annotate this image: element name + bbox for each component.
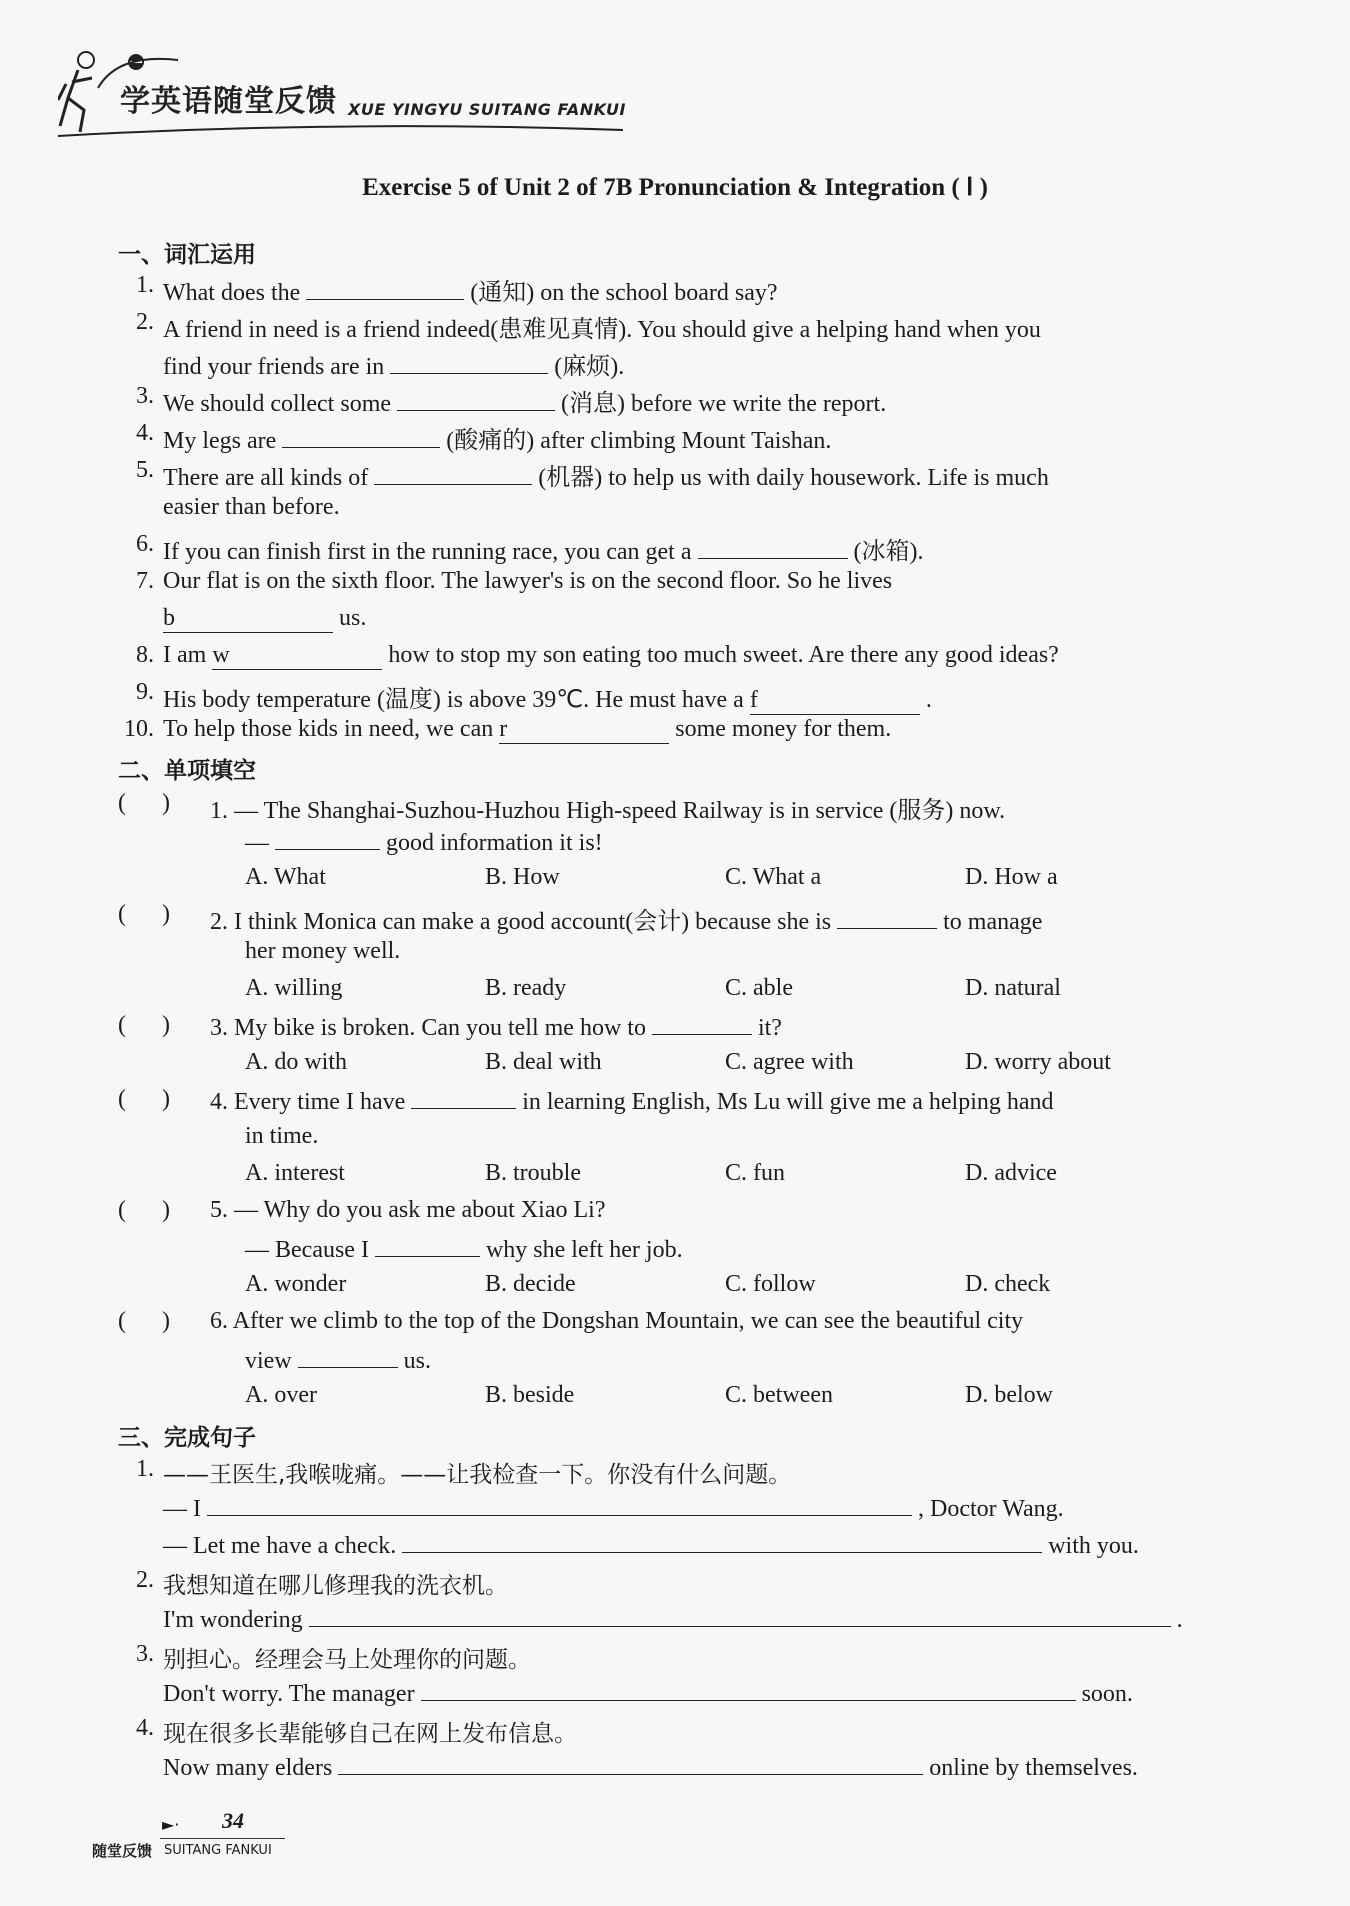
first-letter-hint: w (212, 642, 230, 668)
item-text: A friend in need is a friend indeed(患难见真情). You should give a helping hand when you (163, 317, 1041, 343)
item-number: 4. (210, 1089, 228, 1115)
answer-blank[interactable] (309, 1604, 1171, 1627)
item-number: 5. (136, 457, 154, 483)
item-text: how to stop my son eating too much sweet. Are there any good ideas? (388, 642, 1059, 668)
brand-english: XUE YINGYU SUITANG FANKUI (348, 100, 626, 119)
answer-blank[interactable] (275, 827, 380, 850)
option-d[interactable]: D. advice (965, 1160, 1057, 1186)
mc-question-4-line2: in time. (245, 1123, 319, 1149)
sentence-1-line1 (163, 1493, 1064, 1523)
vocab-item-2-cont (163, 346, 624, 381)
mc-question-2 (210, 901, 1042, 936)
item-text: (通知) on the school board say? (470, 280, 778, 306)
item-number: 2. (136, 309, 154, 335)
mc-question-3 (210, 1012, 782, 1042)
question-text: — (245, 830, 269, 856)
question-text: good information it is! (386, 830, 603, 856)
option-b[interactable]: B. How (485, 864, 560, 890)
item-number: 6. (136, 531, 154, 557)
answer-blank[interactable] (306, 277, 464, 300)
option-a[interactable]: A. willing (245, 975, 343, 1001)
vocab-item-5 (163, 457, 1049, 492)
answer-blank[interactable] (163, 605, 333, 633)
vocab-item-4 (163, 420, 831, 455)
item-text: (冰箱). (853, 539, 924, 565)
mc-question-5-line2 (245, 1234, 683, 1264)
vocab-item-2 (163, 309, 1041, 344)
option-a[interactable]: A. over (245, 1382, 317, 1408)
answer-blank[interactable] (338, 1752, 923, 1775)
section-3-heading: 三、完成句子 (118, 1425, 256, 1451)
option-b[interactable]: B. beside (485, 1382, 575, 1408)
mc-question-1 (210, 790, 1005, 825)
answer-blank[interactable] (750, 687, 920, 715)
option-d[interactable]: D. below (965, 1382, 1053, 1408)
answer-blank[interactable] (212, 642, 382, 670)
item-text: (机器) to help us with daily housework. Life is much (538, 465, 1049, 491)
sentence-text: — Let me have a check. (163, 1533, 397, 1559)
answer-bracket[interactable]: ( ) (118, 901, 170, 927)
item-text: (消息) before we write the report. (561, 391, 887, 417)
option-c[interactable]: C. agree with (725, 1049, 854, 1075)
answer-blank[interactable] (421, 1678, 1076, 1701)
sentence-text: Don't worry. The manager (163, 1681, 415, 1707)
option-d[interactable]: D. check (965, 1271, 1051, 1297)
item-text: If you can finish first in the running race, you can get a (163, 539, 692, 565)
answer-blank[interactable] (652, 1012, 752, 1035)
question-text: us. (403, 1348, 431, 1374)
item-number: 2. (210, 909, 228, 935)
vocab-item-7-cont (163, 605, 366, 633)
item-text: (麻烦). (554, 354, 625, 380)
sentence-4-line1 (163, 1752, 1138, 1782)
answer-blank[interactable] (374, 462, 532, 485)
vocab-item-6 (163, 531, 923, 566)
sentence-2-chinese: 我想知道在哪儿修理我的洗衣机。 (163, 1573, 508, 1599)
answer-blank[interactable] (375, 1234, 480, 1257)
section-1-heading: 一、词汇运用 (118, 242, 256, 268)
vocab-item-5-cont (163, 494, 340, 521)
sentence-2-line1 (163, 1604, 1183, 1634)
page-header (58, 48, 658, 143)
question-text: — Because I (245, 1237, 369, 1263)
item-number: 3. (210, 1015, 228, 1041)
item-text: find your friends are in (163, 354, 385, 380)
answer-bracket[interactable]: ( ) (118, 1012, 170, 1038)
question-text: I think Monica can make a good account(会计) because she is (234, 909, 832, 935)
item-number: 10. (124, 716, 154, 742)
sentence-1-chinese: ——王医生,我喉咙痛。——让我检查一下。你没有什么问题。 (163, 1462, 792, 1488)
page-title: Exercise 5 of Unit 2 of 7B Pronunciation & Integration ( Ⅰ ) (362, 174, 988, 201)
question-text: to manage (943, 909, 1043, 935)
item-number: 3. (136, 1641, 154, 1667)
item-text: (酸痛的) after climbing Mount Taishan. (446, 428, 832, 454)
section-2-heading: 二、单项填空 (118, 758, 256, 784)
item-number: 7. (136, 568, 154, 594)
option-d[interactable]: D. natural (965, 975, 1061, 1001)
vocab-item-7 (163, 568, 892, 595)
sentence-text: — I (163, 1496, 201, 1522)
item-text: There are all kinds of (163, 465, 369, 491)
sentence-3-line1 (163, 1678, 1133, 1708)
mc-question-2-line2: her money well. (245, 938, 401, 964)
option-c[interactable]: C. between (725, 1382, 833, 1408)
question-text: After we climb to the top of the Dongshan Mountain, we can see the beautiful city (232, 1308, 1024, 1334)
page-number: 34 (222, 1808, 244, 1833)
answer-blank[interactable] (298, 1345, 398, 1368)
first-letter-hint: f (749, 687, 758, 713)
item-number: 9. (136, 679, 154, 705)
item-number: 4. (136, 1715, 154, 1741)
question-text: it? (757, 1015, 782, 1041)
item-text: We should collect some (163, 391, 392, 417)
question-text: Every time I have (234, 1089, 406, 1115)
item-text: To help those kids in need, we can (163, 716, 494, 742)
item-text: My legs are (163, 428, 277, 454)
option-c[interactable]: C. fun (725, 1160, 785, 1186)
question-text: in learning English, Ms Lu will give me a helping hand (522, 1089, 1054, 1115)
answer-blank[interactable] (397, 388, 555, 411)
play-arrow-icon: ►· (162, 1815, 180, 1834)
option-b[interactable]: B. deal with (485, 1049, 602, 1075)
sentence-text: I'm wondering (163, 1607, 303, 1633)
answer-bracket[interactable]: ( ) (118, 1086, 170, 1112)
item-number: 6. (210, 1308, 228, 1334)
answer-bracket[interactable]: ( ) (118, 1197, 170, 1223)
sentence-text: . (1176, 1607, 1183, 1633)
answer-bracket[interactable]: ( ) (118, 790, 170, 816)
option-c[interactable]: C. able (725, 975, 793, 1001)
item-number: 1. (210, 798, 228, 824)
sentence-1-line2 (163, 1530, 1139, 1560)
item-number: 4. (136, 420, 154, 446)
footer-brand-english: SUITANG FANKUI (164, 1843, 272, 1858)
answer-bracket[interactable]: ( ) (118, 1308, 170, 1334)
mc-question-6 (210, 1308, 1023, 1335)
sentence-text: online by themselves. (929, 1755, 1138, 1781)
mc-question-4 (210, 1086, 1054, 1116)
item-number: 1. (136, 272, 154, 298)
answer-blank[interactable] (698, 536, 848, 559)
answer-blank[interactable] (411, 1086, 516, 1109)
answer-blank[interactable] (282, 425, 440, 448)
item-number: 3. (136, 383, 154, 409)
footer-brand-chinese: 随堂反馈 (92, 1842, 153, 1860)
option-b[interactable]: B. decide (485, 1271, 576, 1297)
option-c[interactable]: C. follow (725, 1271, 816, 1297)
item-text: us. (339, 605, 367, 631)
answer-blank[interactable] (499, 716, 669, 744)
option-a[interactable]: A. interest (245, 1160, 345, 1186)
item-number: 1. (136, 1456, 154, 1482)
item-number: 8. (136, 642, 154, 668)
answer-blank[interactable] (390, 351, 548, 374)
option-d[interactable]: D. worry about (965, 1049, 1111, 1075)
vocab-item-1 (163, 272, 778, 307)
sentence-3-chinese: 别担心。经理会马上处理你的问题。 (163, 1647, 531, 1673)
mc-question-1-line2 (245, 827, 603, 857)
item-number: 2. (136, 1567, 154, 1593)
vocab-item-9 (163, 679, 932, 715)
question-text: — Why do you ask me about Xiao Li? (234, 1197, 606, 1223)
option-a[interactable]: A. wonder (245, 1271, 347, 1297)
vocab-item-10 (163, 716, 891, 744)
item-number: 5. (210, 1197, 228, 1223)
item-text: I am (163, 642, 207, 668)
answer-blank[interactable] (207, 1493, 912, 1516)
sentence-text: soon. (1081, 1681, 1133, 1707)
option-b[interactable]: B. ready (485, 975, 567, 1001)
option-a[interactable]: A. What (245, 864, 326, 890)
question-text: — The Shanghai-Suzhou-Huzhou High-speed Railway is in service (服务) now. (234, 798, 1006, 824)
first-letter-hint: b (163, 605, 175, 631)
item-text: . (925, 687, 932, 713)
brand-chinese: 学英语随堂反馈 (120, 84, 337, 119)
sentence-text: , Doctor Wang. (918, 1496, 1064, 1522)
item-text: easier than before. (163, 494, 340, 520)
vocab-item-8 (163, 642, 1059, 670)
item-text: What does the (163, 280, 301, 306)
sentence-4-chinese: 现在很多长辈能够自己在网上发布信息。 (163, 1721, 577, 1747)
option-d[interactable]: D. How a (965, 864, 1058, 890)
question-text: view (245, 1348, 292, 1374)
option-b[interactable]: B. trouble (485, 1160, 581, 1186)
footer-divider (160, 1838, 285, 1839)
answer-blank[interactable] (837, 906, 937, 929)
sentence-text: Now many elders (163, 1755, 333, 1781)
vocab-item-3 (163, 383, 886, 418)
item-text: Our flat is on the sixth floor. The lawyer's is on the second floor. So he lives (163, 568, 893, 594)
sentence-text: with you. (1048, 1533, 1139, 1559)
item-text: His body temperature (温度) is above 39℃. He must have a (163, 687, 744, 713)
mc-question-6-line2 (245, 1345, 431, 1375)
answer-blank[interactable] (402, 1530, 1042, 1553)
question-text: why she left her job. (485, 1237, 683, 1263)
option-a[interactable]: A. do with (245, 1049, 347, 1075)
first-letter-hint: r (499, 716, 508, 742)
item-text: some money for them. (675, 716, 892, 742)
mc-question-5 (210, 1197, 605, 1224)
question-text: My bike is broken. Can you tell me how to (234, 1015, 646, 1041)
option-c[interactable]: C. What a (725, 864, 822, 890)
